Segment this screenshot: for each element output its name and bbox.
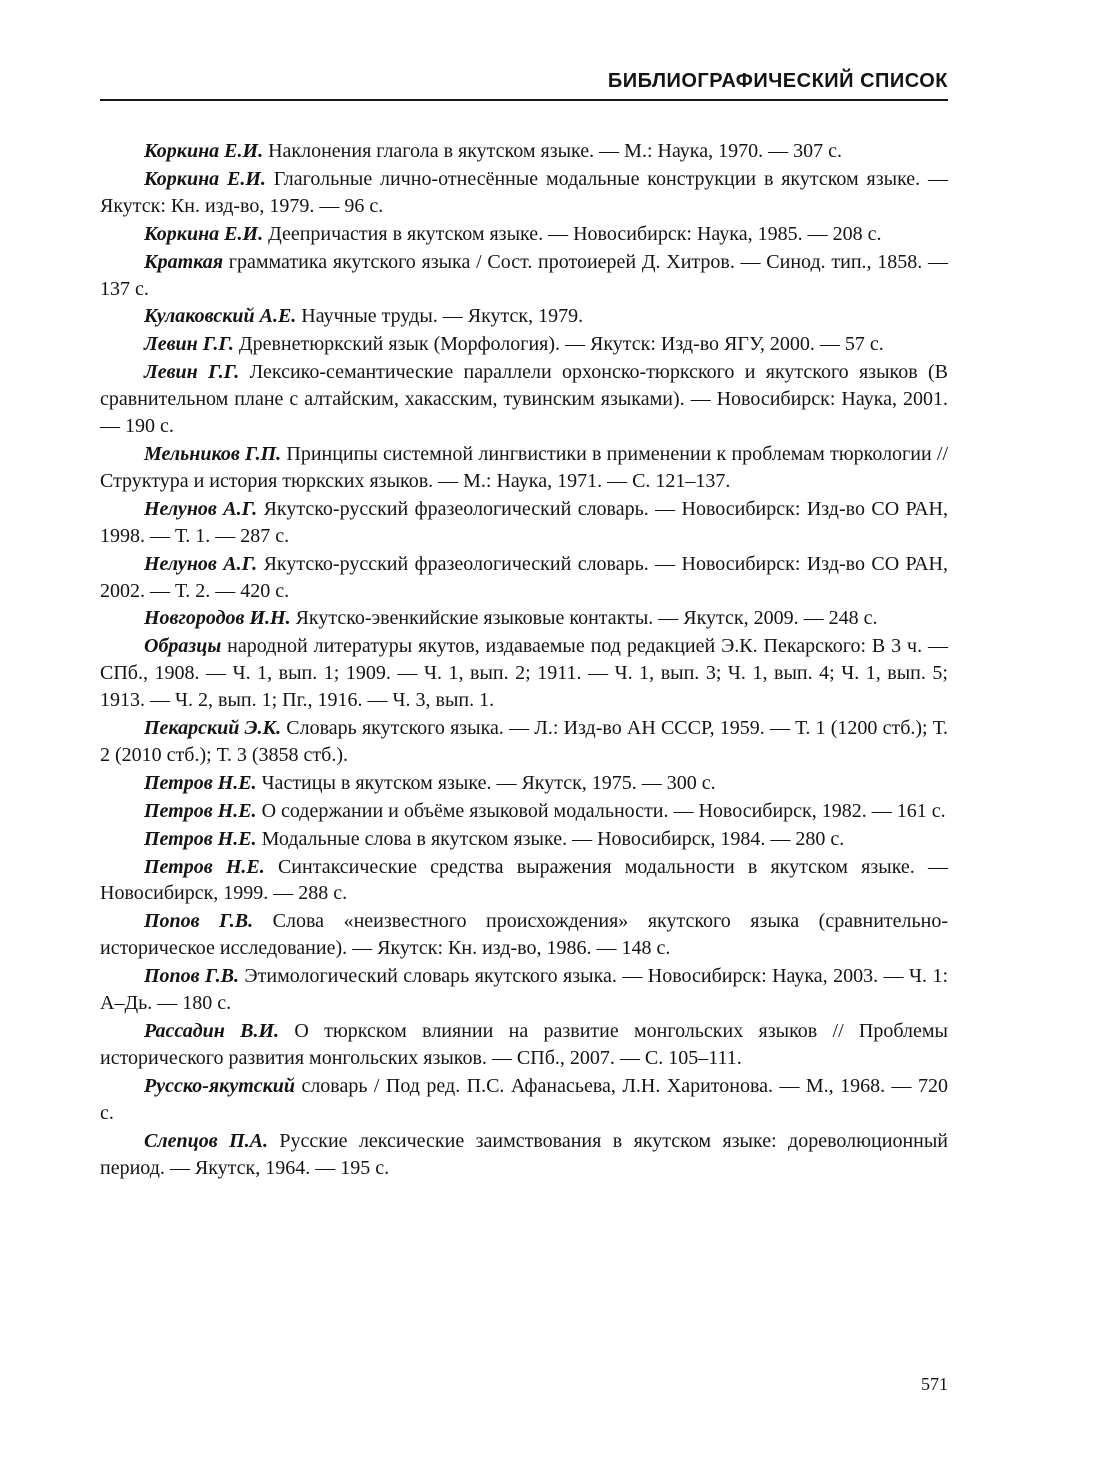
entry-text: Синтаксические средства выражения модальности в якутском языке. — Новосибирск, 1999. — 288 с. <box>100 855 948 905</box>
bibliography-entry <box>100 1018 948 1072</box>
entry-author: Левин Г.Г. <box>144 361 240 384</box>
bibliography-entry <box>100 496 948 550</box>
entry-text: народной литературы якутов, издаваемые под редакцией Э.К. Пекарского: В 3 ч. — СПб., 1908. — Ч. 1, вып. 1; 1909. — Ч. 1, вып. 2; 1911. — Ч. 1, вып. 3; Ч. 1, вып. 4; Ч. 1, вып. 5; 1913. — Ч. 2, вып. 1; Пг., 1916. — Ч. 3, вып. 1. <box>100 635 948 712</box>
entry-author: Мельников Г.П. <box>144 442 282 465</box>
entry-author: Новгородов И.Н. <box>144 607 291 630</box>
entry-author: Попов Г.В. <box>144 965 239 988</box>
running-header <box>100 70 948 101</box>
entry-text: Якутско-русский фразеологический словарь. — Новосибирск: Изд-во СО РАН, 1998. — Т. 1. — 287 с. <box>100 497 948 547</box>
bibliography-entry <box>100 908 948 962</box>
entry-author: Коркина Е.И. <box>144 140 264 162</box>
entry-text: словарь / Под ред. П.С. Афанасьева, Л.Н. Харитонова. — М., 1968. — 720 с. <box>100 1074 948 1124</box>
entry-author: Петров Н.Е. <box>144 827 257 850</box>
bibliography-entry <box>100 633 948 714</box>
entry-text: Наклонения глагола в якутском языке. — М.: Наука, 1970. — 307 с. <box>263 140 842 162</box>
entry-text: Якутско-эвенкийские языковые контакты. — Якутск, 2009. — 248 с. <box>290 607 878 630</box>
entry-author: Попов Г.В. <box>144 910 254 933</box>
bibliography-entry <box>100 605 948 632</box>
entry-text: Якутско-русский фразеологический словарь. — Новосибирск: Изд-во СО РАН, 2002. — Т. 2. — 420 с. <box>100 552 948 602</box>
bibliography-entry <box>100 249 948 303</box>
section-title: БИБЛИОГРАФИЧЕСКИЙ СПИСОК <box>607 70 948 92</box>
page-number: 571 <box>921 1374 948 1394</box>
entry-author: Левин Г.Г. <box>144 333 234 356</box>
entry-text: О содержании и объёме языковой модальности. — Новосибирск, 1982. — 161 с. <box>256 799 946 822</box>
bibliography-entry <box>100 138 948 165</box>
entry-text: Этимологический словарь якутского языка. — Новосибирск: Наука, 2003. — Ч. 1: А–Дь. — 180 с. <box>100 965 948 1015</box>
entry-author: Рассадин В.И. <box>144 1020 280 1042</box>
bibliography-entry <box>100 166 948 220</box>
entry-author: Коркина Е.И. <box>144 167 266 190</box>
entry-author: Кулаковский А.Е. <box>144 305 297 328</box>
entry-author: Образцы <box>144 635 222 658</box>
entry-author: Петров Н.Е. <box>144 771 257 794</box>
bibliography-entry <box>100 303 948 330</box>
entry-text: Деепричастия в якутском языке. — Новосибирск: Наука, 1985. — 208 с. <box>263 222 882 245</box>
bibliography-entry <box>100 770 948 797</box>
entry-text: Лексико-семантические параллели орхонско-тюркского и якутского языков (В сравнительном плане с алтайским, хакасским, тувинским языками). — Новосибирск: Наука, 2001. — 190 с. <box>100 361 948 438</box>
entry-text: Словарь якутского языка. — Л.: Изд-во АН СССР, 1959. — Т. 1 (1200 стб.); Т. 2 (2010 стб.); Т. 3 (3858 стб.). <box>100 717 948 766</box>
entry-author: Нелунов А.Г. <box>144 497 258 520</box>
entry-text: Древнетюркский язык (Морфология). — Якутск: Изд-во ЯГУ, 2000. — 57 с. <box>233 333 884 356</box>
entry-author: Пекарский Э.К. <box>144 717 282 740</box>
entry-text: Глагольные лично-отнесённые модальные конструкции в якутском языке. — Якутск: Кн. изд-во, 1979. — 96 с. <box>100 167 949 217</box>
entry-text: Модальные слова в якутском языке. — Новосибирск, 1984. — 280 с. <box>256 827 845 850</box>
entry-author: Слепцов П.А. <box>144 1129 268 1152</box>
bibliography-list <box>100 138 948 1182</box>
bibliography-entry <box>100 715 948 769</box>
bibliography-entry <box>100 359 948 440</box>
entry-text: грамматика якутского языка / Сост. протоиерей Д. Хитров. — Синод. тип., 1858. — 137 с. <box>100 250 948 300</box>
bibliography-entry <box>100 1073 948 1127</box>
entry-author: Петров Н.Е. <box>144 799 257 822</box>
bibliography-entry <box>100 441 948 495</box>
bibliography-entry <box>100 854 948 908</box>
entry-text: Научные труды. — Якутск, 1979. <box>296 305 584 328</box>
bibliography-entry <box>100 551 948 605</box>
bibliography-entry <box>100 221 948 248</box>
entry-text: Слова «неизвестного происхождения» якутского языка (сравнительно-историческое исследование). — Якутск: Кн. изд-во, 1986. — 148 с. <box>100 910 948 960</box>
entry-author: Нелунов А.Г. <box>144 552 258 575</box>
entry-text: О тюркском влиянии на развитие монгольских языков // Проблемы исторического развития монгольских языков. — СПб., 2007. — С. 105–111. <box>100 1020 948 1069</box>
entry-text: Русские лексические заимствования в якутском языке: дореволюционный период. — Якутск, 1964. — 195 с. <box>100 1129 949 1179</box>
entry-author: Коркина Е.И. <box>144 222 264 245</box>
entry-text: Принципы системной лингвистики в применении к проблемам тюркологии // Структура и история тюркских языков. — М.: Наука, 1971. — С. 121–137. <box>100 442 948 492</box>
bibliography-entry <box>100 826 948 853</box>
entry-author: Краткая <box>144 250 224 273</box>
bibliography-entry <box>100 1128 948 1182</box>
entry-author: Петров Н.Е. <box>144 855 265 878</box>
entry-author: Русско-якутский <box>144 1074 296 1097</box>
bibliography-entry <box>100 331 948 358</box>
bibliography-entry <box>100 963 948 1017</box>
entry-text: Частицы в якутском языке. — Якутск, 1975. — 300 с. <box>256 771 716 794</box>
bibliography-entry <box>100 798 948 825</box>
